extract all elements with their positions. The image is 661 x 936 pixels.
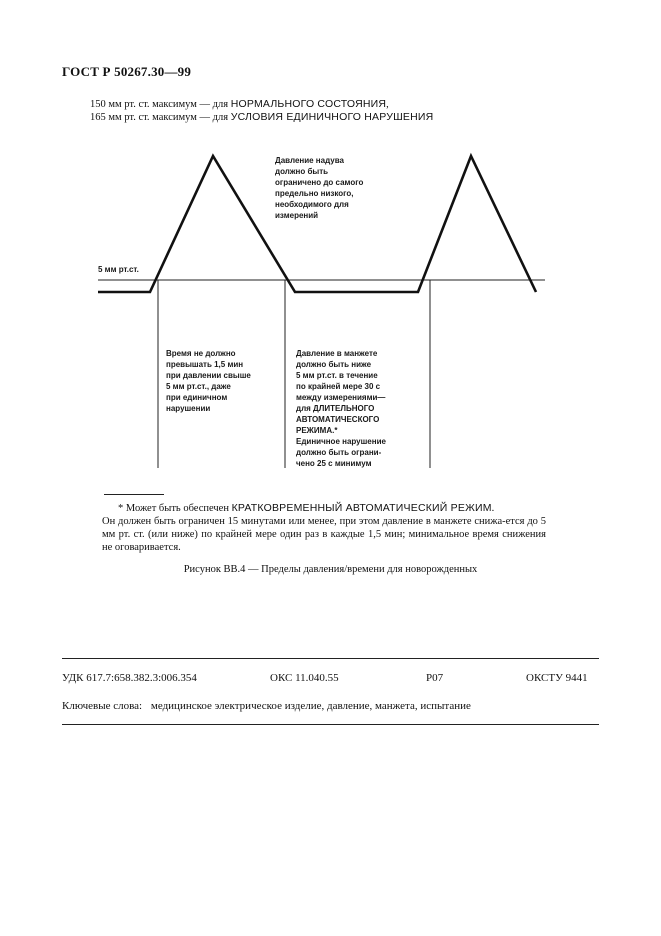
- note-line: должно быть: [275, 167, 329, 176]
- bottom-rule: [62, 724, 599, 725]
- note-line: между измерениями—: [296, 393, 386, 402]
- note-line: АВТОМАТИЧЕСКОГО: [296, 415, 380, 424]
- limit-2-caps: УСЛОВИЯ ЕДИНИЧНОГО НАРУШЕНИЯ: [230, 111, 434, 123]
- keywords-label: Ключевые слова:: [62, 700, 143, 712]
- note-line: предельно низкого,: [275, 189, 354, 198]
- keywords: [62, 700, 471, 712]
- footnote: [102, 502, 546, 554]
- oks-code: ОКС 11.040.55: [270, 672, 339, 684]
- cuff-pressure-note: [296, 348, 386, 469]
- note-line: для ДЛИТЕЛЬНОГО: [296, 404, 375, 413]
- note-line: Давление надува: [275, 156, 344, 165]
- keywords-value: медицинское электрическое изделие, давление, манжета, испытание: [150, 700, 471, 712]
- footnote-suffix: .: [491, 503, 495, 514]
- okstu-code: ОКСТУ 9441: [526, 672, 588, 684]
- baseline-label: 5 мм рт.ст.: [98, 265, 139, 274]
- note-line: при единичном: [166, 393, 228, 402]
- figure-caption: Рисунок ВВ.4 — Пределы давления/времени для новорожденных: [183, 564, 478, 575]
- top-rule: [62, 658, 599, 659]
- limit-1-text: 150 мм рт. ст. максимум — для: [90, 99, 231, 110]
- inflation-note: [275, 155, 363, 221]
- time-limit-note: [166, 348, 251, 414]
- note-line: по крайней мере 30 с: [296, 382, 381, 391]
- note-line: Время не должно: [166, 349, 236, 358]
- footnote-prefix: * Может быть обеспечен: [118, 503, 232, 514]
- note-line: Единичное нарушение: [296, 437, 386, 446]
- limit-1-suffix: ,: [386, 99, 389, 110]
- note-line: чено 25 с минимум: [296, 459, 372, 468]
- note-line: Давление в манжете: [296, 349, 378, 358]
- limit-2-text: 165 мм рт. ст. максимум — для: [90, 112, 231, 123]
- document-header: ГОСТ Р 50267.30—99: [62, 64, 192, 79]
- note-line: необходимого для: [275, 200, 349, 209]
- footnote-caps: КРАТКОВРЕМЕННЫЙ АВТОМАТИЧЕСКИЙ РЕЖИМ: [231, 502, 492, 514]
- note-line: 5 мм рт.ст., даже: [166, 382, 231, 391]
- footnote-rule: [104, 494, 164, 495]
- group-code: Р07: [426, 672, 444, 684]
- note-line: превышать 1,5 мин: [166, 360, 244, 369]
- note-line: должно быть ниже: [296, 360, 372, 369]
- udc-code: УДК 617.7:658.382.3:006.354: [62, 672, 197, 684]
- note-line: при давлении свыше: [166, 371, 251, 380]
- note-line: ограничено до самого: [275, 178, 364, 187]
- note-line: должно быть ограни-: [296, 448, 382, 457]
- note-line: измерений: [275, 211, 319, 220]
- footnote-continuation: Он должен быть ограничен 15 минутами или менее, при этом давление в манжете снижа-ется до 5 мм рт. ст. (или ниже) по крайней мере один раз в каждые 1,5 мин; минимальное время снижения не оговаривается.: [102, 516, 546, 553]
- note-line: 5 мм рт.ст. в течение: [296, 371, 378, 380]
- note-line: РЕЖИМА.*: [296, 426, 338, 435]
- limit-1-caps: НОРМАЛЬНОГО СОСТОЯНИЯ: [230, 98, 387, 110]
- note-line: нарушении: [166, 404, 211, 413]
